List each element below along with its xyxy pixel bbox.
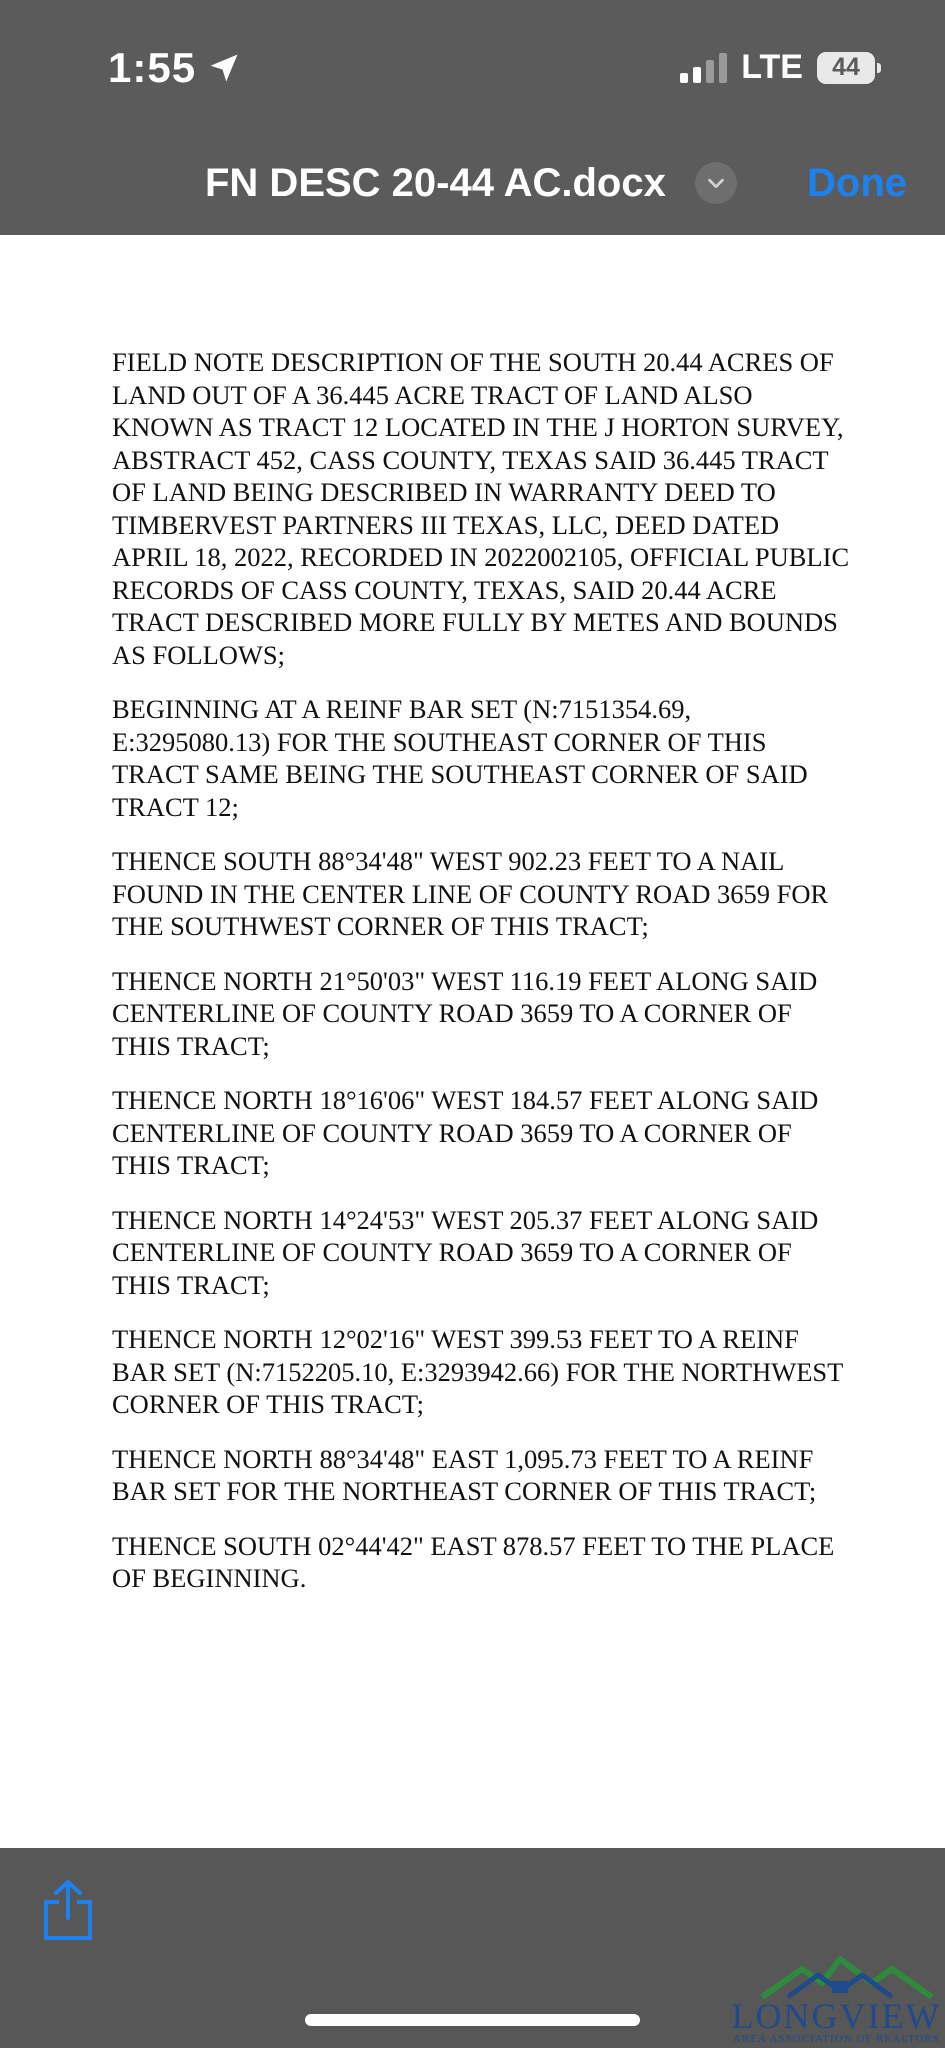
battery-level: 44	[832, 53, 860, 81]
status-time-group	[108, 44, 242, 92]
location-arrow-icon	[206, 50, 242, 86]
doc-paragraph-1: FIELD NOTE DESCRIPTION OF THE SOUTH 20.44 ACRES OF LAND OUT OF A 36.445 ACRE TRACT OF LAND ALSO KNOWN AS TRACT 12 LOCATED IN THE J HORTON SURVEY, ABSTRACT 452, CASS COUNTY, TEXAS SAID 36.445 TRACT OF LAND BEING DESCRIBED IN WARRANTY DEED TO TIMBERVEST PARTNERS III TEXAS, LLC, DEED DATED APRIL 18, 2022, RECORDED IN 2022002105, OFFICIAL PUBLIC RECORDS OF CASS COUNTY, TEXAS, SAID 20.44 ACRE TRACT DESCRIBED MORE FULLY BY METES AND BOUNDS AS FOLLOWS;	[112, 347, 850, 670]
signal-bars-icon	[680, 53, 727, 83]
doc-paragraph-5: THENCE NORTH 18°16'06" WEST 184.57 FEET ALONG SAID CENTERLINE OF COUNTY ROAD 3659 TO A CORNER OF THIS TRACT;	[112, 1085, 819, 1180]
status-time: 1:55	[108, 44, 197, 91]
top-bar	[0, 0, 945, 235]
doc-paragraph-8: THENCE NORTH 88°34'48" EAST 1,095.73 FEET TO A REINF BAR SET FOR THE NORTHEAST CORNER OF THIS TRACT;	[112, 1443, 817, 1506]
network-type: LTE	[741, 48, 803, 86]
doc-paragraph-9: THENCE SOUTH 02°44'42" EAST 878.57 FEET TO THE PLACE OF BEGINNING.	[112, 1530, 835, 1593]
document-title[interactable]: FN DESC 20-44 AC.docx	[205, 161, 666, 205]
watermark-subtitle: AREA ASSOCIATION OF REALTORS	[733, 2033, 940, 2045]
doc-paragraph-6: THENCE NORTH 14°24'53" WEST 205.37 FEET ALONG SAID CENTERLINE OF COUNTY ROAD 3659 TO A CORNER OF THIS TRACT;	[112, 1204, 819, 1300]
doc-paragraph-7: THENCE NORTH 12°02'16" WEST 399.53 FEET TO A REINF BAR SET (N:7152205.10, E:3293942.66) FOR THE NORTHWEST CORNER OF THIS TRACT;	[112, 1324, 843, 1419]
chevron-down-icon	[705, 172, 727, 194]
document-body	[112, 346, 852, 1617]
doc-paragraph-4: THENCE NORTH 21°50'03" WEST 116.19 FEET ALONG SAID CENTERLINE OF COUNTY ROAD 3659 TO A CORNER OF THIS TRACT;	[112, 965, 818, 1061]
share-icon[interactable]	[40, 1878, 96, 1942]
title-menu-button[interactable]	[695, 162, 737, 204]
status-indicators	[680, 48, 875, 87]
doc-paragraph-3: THENCE SOUTH 88°34'48" WEST 902.23 FEET TO A NAIL FOUND IN THE CENTER LINE OF COUNTY ROAD 3659 FOR THE SOUTHWEST CORNER OF THIS TRACT;	[112, 846, 829, 941]
watermark-name: LONGVIEW	[731, 1996, 942, 2036]
battery-icon	[817, 52, 875, 84]
done-button[interactable]: Done	[807, 161, 907, 205]
doc-paragraph-2: BEGINNING AT A REINF BAR SET (N:7151354.69, E:3295080.13) FOR THE SOUTHEAST CORNER OF THIS TRACT SAME BEING THE SOUTHEAST CORNER OF SAID TRACT 12;	[112, 694, 808, 822]
home-indicator[interactable]	[305, 2014, 640, 2026]
